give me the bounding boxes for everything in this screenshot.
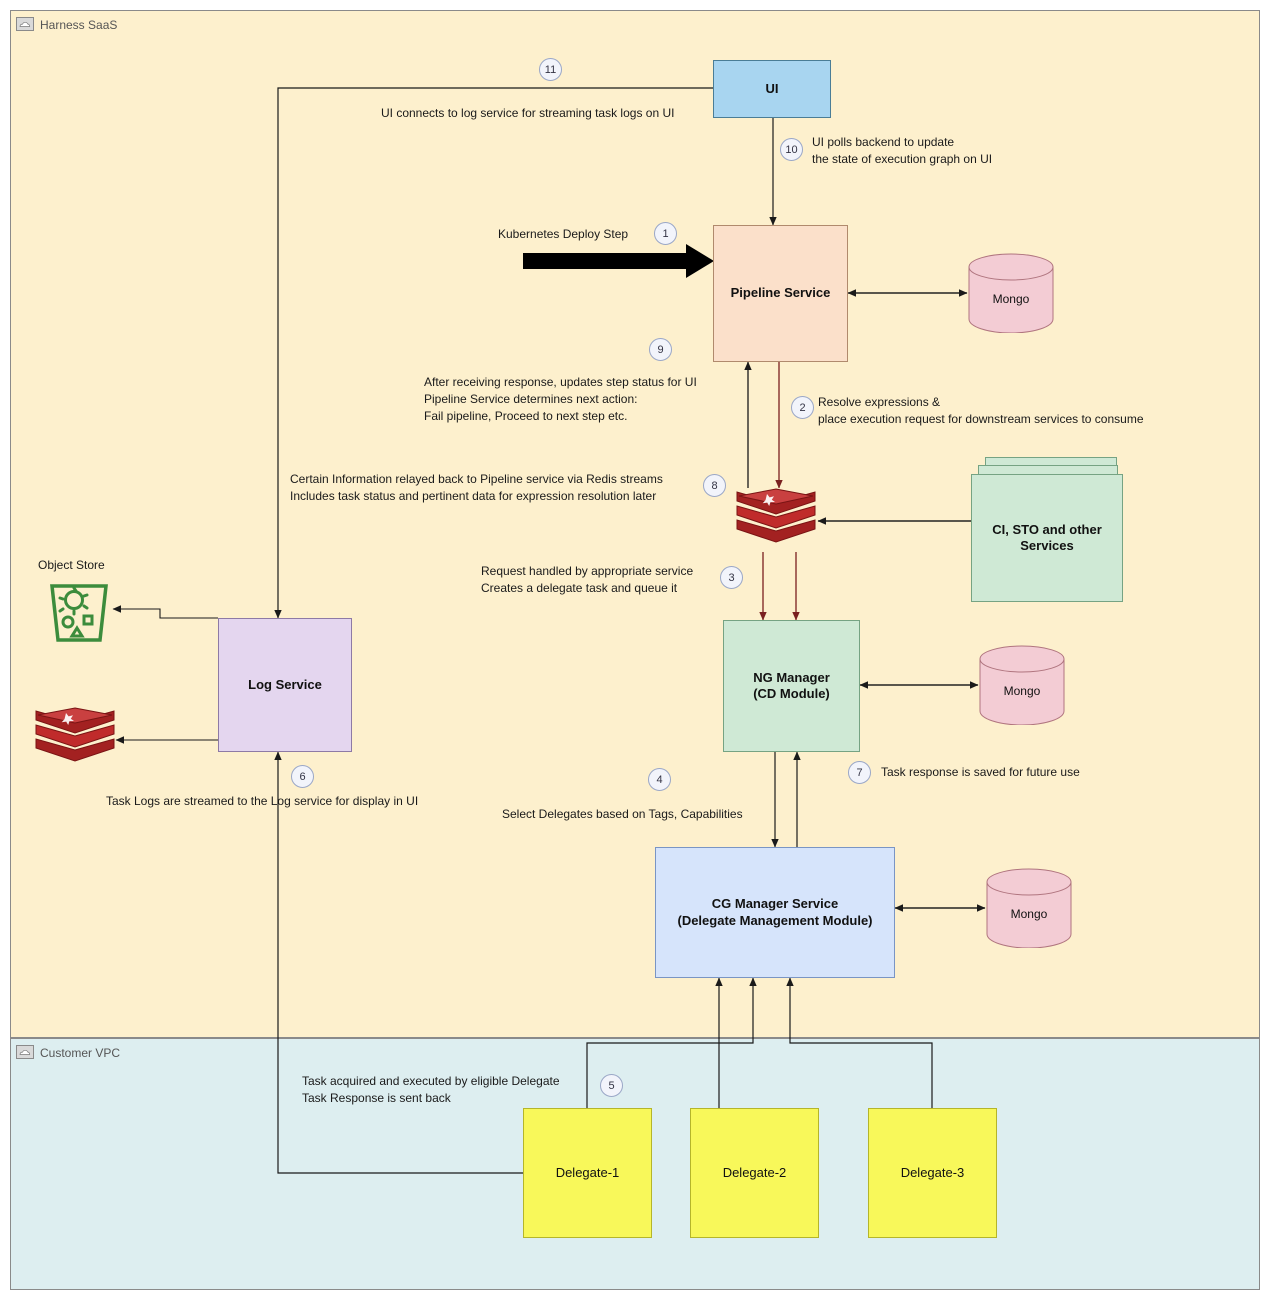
annotation-step-5-line1: Task acquired and executed by eligible Delegate [302,1074,560,1088]
badge-8: 8 [703,474,726,497]
annotation-step-9-line3: Fail pipeline, Proceed to next step etc. [424,409,628,423]
node-ci-sto-services[interactable] [971,474,1123,602]
annotation-step-5-line2: Task Response is sent back [302,1091,451,1105]
badge-7: 7 [848,761,871,784]
badge-1: 1 [654,222,677,245]
db-mongo-ng [978,645,1066,725]
badge-11: 11 [539,58,562,81]
badge-2: 2 [791,396,814,419]
annotation-step-10-line1: UI polls backend to update [812,135,955,149]
node-log-service[interactable]: Log Service [218,618,352,752]
redis-icon-center [733,487,819,553]
annotation-step-1: Kubernetes Deploy Step [498,227,629,241]
cloud-icon-saas [16,17,34,31]
node-ng-manager[interactable] [723,620,860,752]
db-mongo-cg [985,868,1073,948]
cloud-icon-vpc [16,1045,34,1059]
db-mongo-cg-label: Mongo [1010,907,1048,921]
node-delegate-1[interactable]: Delegate-1 [523,1108,652,1238]
annotation-step-2-line2: place execution request for downstream services to consume [818,412,1144,426]
object-store-label: Object Store [38,558,105,572]
node-ci-sto-line1: CI, STO and other [992,521,1102,537]
redis-icon-logs [32,706,118,772]
db-mongo-pipeline-label: Mongo [992,292,1030,306]
node-cg-manager-line2: (Delegate Management Module) [677,912,873,928]
db-mongo-ng-label: Mongo [1003,684,1041,698]
annotation-step-9-line2: Pipeline Service determines next action: [424,392,638,406]
node-delegate-2[interactable]: Delegate-2 [690,1108,819,1238]
badge-4: 4 [648,768,671,791]
annotation-step-7: Task response is saved for future use [881,765,1080,779]
db-mongo-pipeline [967,253,1055,333]
annotation-step-4: Select Delegates based on Tags, Capabilities [502,807,743,821]
node-cg-manager-line1: CG Manager Service [711,896,839,912]
node-pipeline-service[interactable]: Pipeline Service [713,225,848,362]
annotation-step-2-line1: Resolve expressions & [818,395,941,409]
badge-6: 6 [291,765,314,788]
node-ui[interactable]: UI [713,60,831,118]
annotation-step-6: Task Logs are streamed to the Log service for display in UI [106,794,419,808]
node-ng-manager-line1: NG Manager [753,669,830,685]
node-cg-manager-service[interactable] [655,847,895,978]
badge-9: 9 [649,338,672,361]
zone-label-vpc: Customer VPC [40,1046,121,1060]
object-store-icon [44,578,114,646]
annotation-step-9-line1: After receiving response, updates step status for UI [424,375,697,389]
annotation-step-10-line2: the state of execution graph on UI [812,152,993,166]
badge-3: 3 [720,566,743,589]
badge-5: 5 [600,1074,623,1097]
annotation-step-11: UI connects to log service for streaming task logs on UI [381,106,675,120]
node-delegate-3[interactable]: Delegate-3 [868,1108,997,1238]
annotation-step-8-line2: Includes task status and pertinent data for expression resolution later [290,489,657,503]
annotation-step-3-line1: Request handled by appropriate service [481,564,694,578]
node-ci-sto-line2: Services [1020,538,1074,553]
badge-10: 10 [780,138,803,161]
node-ng-manager-line2: (CD Module) [753,686,830,701]
annotation-step-8-line1: Certain Information relayed back to Pipeline service via Redis streams [290,472,663,486]
annotation-step-3-line2: Creates a delegate task and queue it [481,581,678,595]
zone-label-saas: Harness SaaS [40,18,118,32]
